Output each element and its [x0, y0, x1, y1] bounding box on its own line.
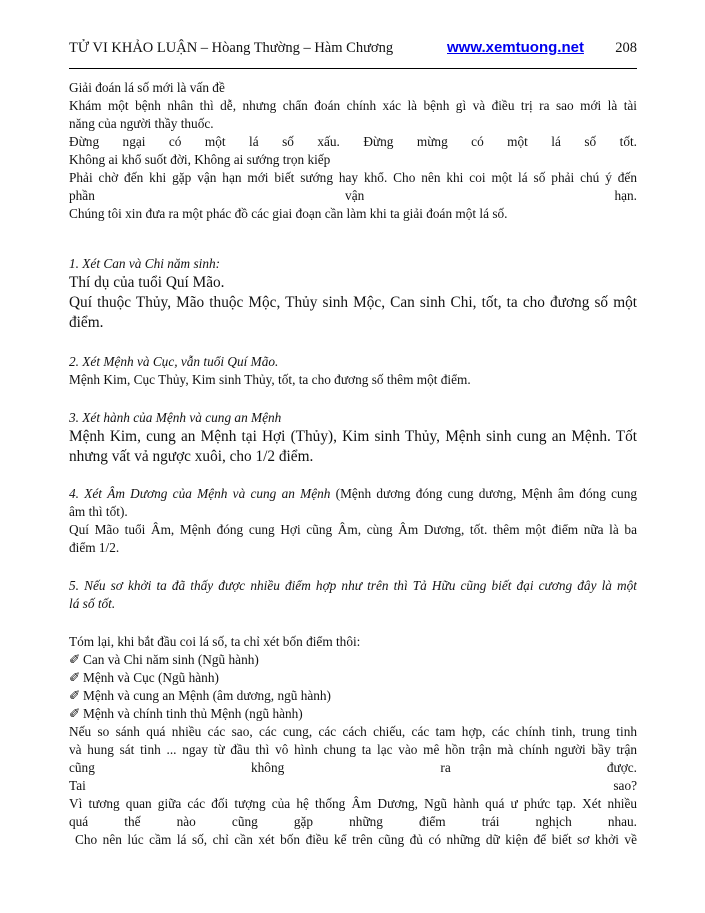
text-line: Tóm lại, khi bắt đầu coi lá số, ta chỉ xét bốn điểm thôi:: [69, 634, 361, 649]
text-line: âm thì tốt).: [69, 504, 128, 519]
section-heading: 2. Xét Mệnh và Cục, vẫn tuổi Quí Mão.: [69, 354, 279, 369]
text-line: Nếu so sánh quá nhiều các sao, các cung, các cách chiếu, các tam hợp, các chính tinh, trung tinh: [69, 724, 637, 739]
page-header: [69, 40, 637, 60]
text-line: và hung sát tinh ... ngay từ đầu thì vô hình chung ta lạc vào mê hồn trận mà chính người bầy trận: [69, 742, 637, 757]
text-line: cũng không ra được.: [69, 760, 637, 775]
text-line: Mệnh Kim, cung an Mệnh tại Hợi (Thủy), Kim sinh Thủy, Mệnh sinh cung an Mệnh. Tốt: [69, 428, 637, 445]
header-divider: [69, 68, 637, 69]
text-line: quá thế nào cũng gặp những điểm trái nghịch nhau.: [69, 814, 637, 829]
text-line: Thí dụ của tuổi Quí Mão.: [69, 274, 225, 291]
pencil-icon: ✐: [69, 688, 81, 703]
text-line: Giải đoán lá số mới là vấn đề: [69, 80, 225, 95]
list-item: ✐ Mệnh và Cục (Ngũ hành): [69, 670, 219, 685]
heading-note: (Mệnh dương đóng cung dương, Mệnh âm đóng cung: [330, 486, 637, 501]
document-body: [69, 79, 637, 849]
text-line: Chúng tôi xin đưa ra một phác đồ các giai đoạn cần làm khi ta giải đoán một lá số.: [69, 206, 508, 221]
text-line: Mệnh Kim, Cục Thủy, Kim sinh Thủy, tốt, ta cho đương số thêm một điểm.: [69, 372, 471, 387]
text-line: điểm.: [69, 314, 104, 331]
list-item: ✐ Can và Chi năm sinh (Ngũ hành): [69, 652, 259, 667]
text-line: điểm 1/2.: [69, 540, 120, 555]
pencil-icon: ✐: [69, 652, 81, 667]
list-item: ✐ Mệnh và chính tinh thủ Mệnh (ngũ hành): [69, 706, 303, 721]
website-link[interactable]: www.xemtuong.net: [447, 39, 584, 56]
section-heading: 3. Xét hành của Mệnh và cung an Mệnh: [69, 410, 282, 425]
text-line: Khám một bệnh nhân thì dễ, nhưng chẩn đoán chính xác là bệnh gì và điều trị ra sao mới là tài: [69, 98, 637, 113]
text-line: nhưng vất vả ngược xuôi, cho 1/2 điểm.: [69, 448, 314, 465]
pencil-icon: ✐: [69, 670, 81, 685]
text-line: Tai sao?: [69, 778, 637, 793]
section-heading: 1. Xét Can và Chi năm sinh:: [69, 256, 221, 271]
text-line: Cho nên lúc cầm lá số, chỉ cần xét bốn điều kể trên cũng đủ có những dữ kiện để biết sơ khởi về: [75, 832, 637, 847]
list-item: ✐ Mệnh và cung an Mệnh (âm dương, ngũ hành): [69, 688, 331, 703]
page-number: 208: [615, 40, 637, 56]
text-line: Quí Mão tuổi Âm, Mệnh đóng cung Hợi cũng Âm, cùng Âm Dương, tốt. thêm một điểm nữa là ba: [69, 522, 637, 537]
text-line: Phải chờ đến khi gặp vận hạn mới biết sướng hay khổ. Cho nên khi coi một lá số phải chú ý đến: [69, 170, 637, 185]
header-title: TỬ VI KHẢO LUẬN – Hòang Thường – Hàm Chương: [69, 40, 394, 56]
section-heading: 5. Nếu sơ khởi ta đã thấy được nhiều điểm hợp như trên thì Tả Hữu cũng biết đại cương đây là một: [69, 578, 637, 593]
text-line: Vì tương quan giữa các đối tượng của hệ thống Âm Dương, Ngũ hành quá ư phức tạp. Xét nhiều: [69, 796, 637, 811]
text-line: phần vận hạn.: [69, 188, 637, 203]
section-heading: [69, 485, 637, 503]
text-line: năng của người thầy thuốc.: [69, 116, 214, 131]
text-line: lá số tốt.: [69, 596, 116, 611]
text-line: Không ai khổ suốt đời, Không ai sướng trọn kiếp: [69, 152, 331, 167]
pencil-icon: ✐: [69, 706, 81, 721]
text-line: Quí thuộc Thủy, Mão thuộc Mộc, Thủy sinh Mộc, Can sinh Chi, tốt, ta cho đương số một: [69, 294, 637, 311]
text-line: Đừng ngại có một lá số xấu. Đừng mừng có một lá số tốt.: [69, 134, 637, 149]
heading-italic: 4. Xét Âm Dương của Mệnh và cung an Mệnh: [69, 486, 331, 501]
